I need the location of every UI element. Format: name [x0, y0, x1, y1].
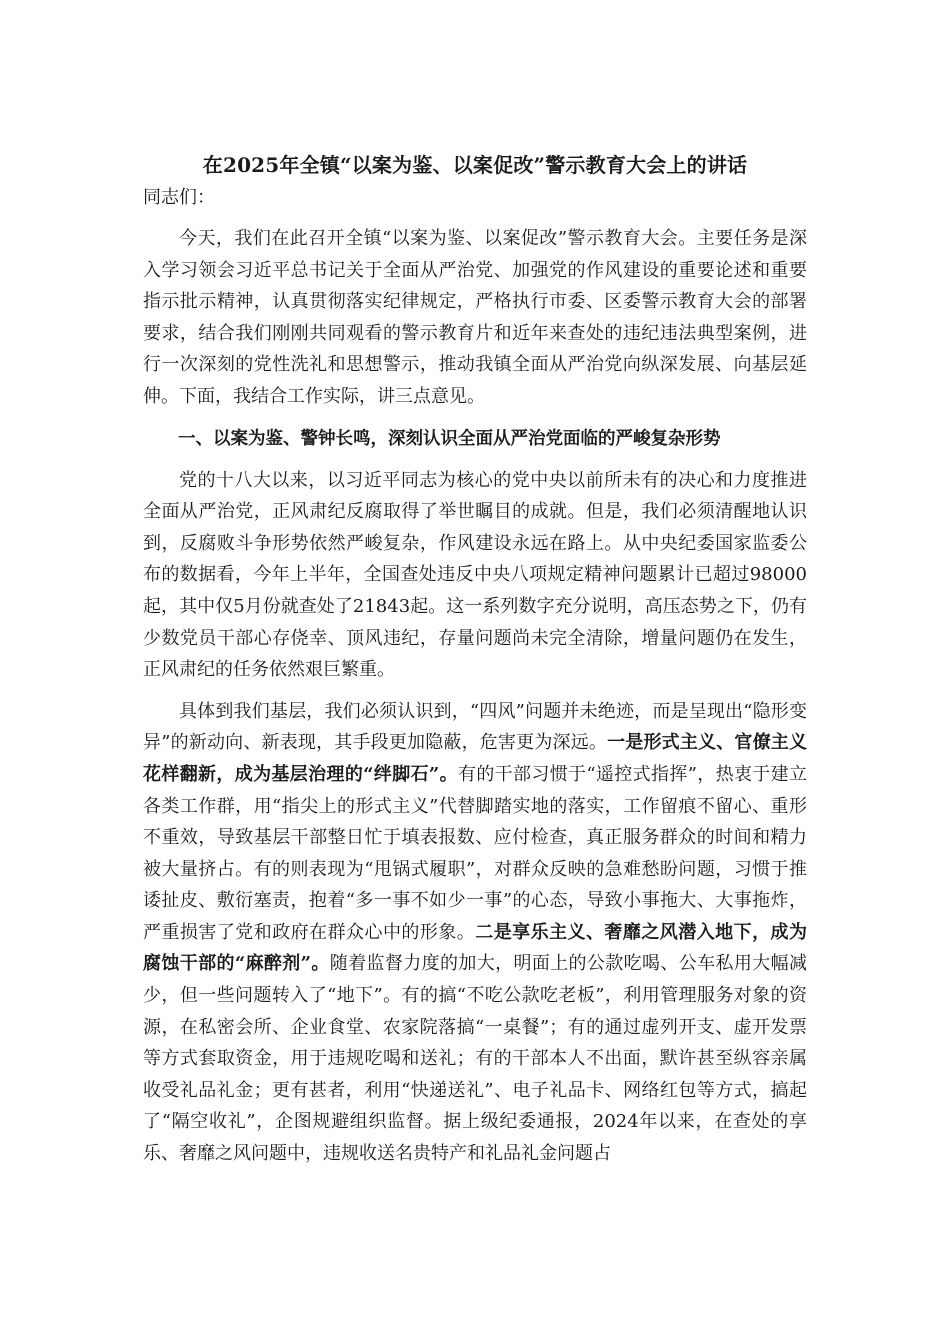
section1-paragraph-1: 党的十八大以来，以习近平同志为核心的党中央以前所未有的决心和力度推进全面从严治党，正风肃纪反腐取得了举世瞩目的成就。但是，我们必须清醒地认识到，反腐败斗争形势依然严峻复杂，作风建设永远在路上。从中央纪委国家监委公布的数据看，今年上半年，全国查处违反中央八项规定精神问题累计已超过98000起，其中仅5月份就查处了21843起。这一系列数字充分说明，高压态势之下，仍有少数党员干部心存侥幸、顶风违纪，存量问题尚未完全清除，增量问题仍在发生，正风肃纪的任务依然艰巨繁重。	[143, 469, 807, 681]
paragraph-text: 随着监督力度的加大，明面上的公款吃喝、公车私用大幅减少，但一些问题转入了“地下”。有的搞“不吃公款吃老板”，利用管理服务对象的资源，在私密会所、企业食堂、农家院落搞“一桌餐”；有的通过虚列开支、虚开发票等方式套取资金，用于违规吃喝和送礼；有的干部本人不出面，默许甚至纵容亲属收受礼品礼金；更有甚者，利用“快递送礼”、电子礼品卡、网络红包等方式，搞起了“隔空收礼”，企图规避组织监督。据上级纪委通报，2024年以来，在查处的享乐、奢靡之风问题中，违规收送名贵特产和礼品礼金问题占	[143, 953, 807, 1165]
section-heading-1: 一、以案为鉴、警钟长鸣，深刻认识全面从严治党面临的严峻复杂形势	[178, 428, 721, 449]
bold-point-2: 二是享乐主义、奢靡之风潜入地下，成为腐蚀干部的“麻醉剂”。	[143, 921, 808, 975]
paragraph-text: 具体到我们基层，我们必须认识到，“四风”问题并未绝迹，而是呈现出“隐形变异”的新动向、新表现，其手段更加隐蔽，危害更为深远。	[143, 700, 807, 754]
paragraph-text: 有的干部习惯于“遥控式指挥”，热衷于建立各类工作群，用“指尖上的形式主义”代替脚踏实地的落实，工作留痕不留心、重形不重效，导致基层干部整日忙于填表报数、应付检查，真正服务群众的时间和精力被大量挤占。有的则表现为“甩锅式履职”，对群众反映的急难愁盼问题，习惯于推诿扯皮、敷衍塞责，抱着“多一事不如少一事”的心态，导致小事拖大、大事拖炸，严重损害了党和政府在群众心中的形象。	[143, 763, 807, 943]
bold-point-1: 一是形式主义、官僚主义花样翻新，成为基层治理的“绊脚石”。	[143, 732, 807, 785]
page-title: 在2025年全镇“以案为鉴、以案促改”警示教育大会上的讲话	[202, 153, 748, 177]
intro-paragraph: 今天，我们在此召开全镇“以案为鉴、以案促改”警示教育大会。主要任务是深入学习领会习近平总书记关于全面从严治党、加强党的作风建设的重要论述和重要指示批示精神，认真贯彻落实纪律规定，严格执行市委、区委警示教育大会的部署要求，结合我们刚刚共同观看的警示教育片和近年来查处的违纪违法典型案例，进行一次深刻的党性洗礼和思想警示，推动我镇全面从严治党向纵深发展、向基层延伸。下面，我结合工作实际，讲三点意见。	[143, 228, 807, 407]
document-page	[143, 148, 807, 1180]
salutation: 同志们：	[143, 187, 215, 208]
section1-paragraph-2	[143, 696, 807, 1170]
